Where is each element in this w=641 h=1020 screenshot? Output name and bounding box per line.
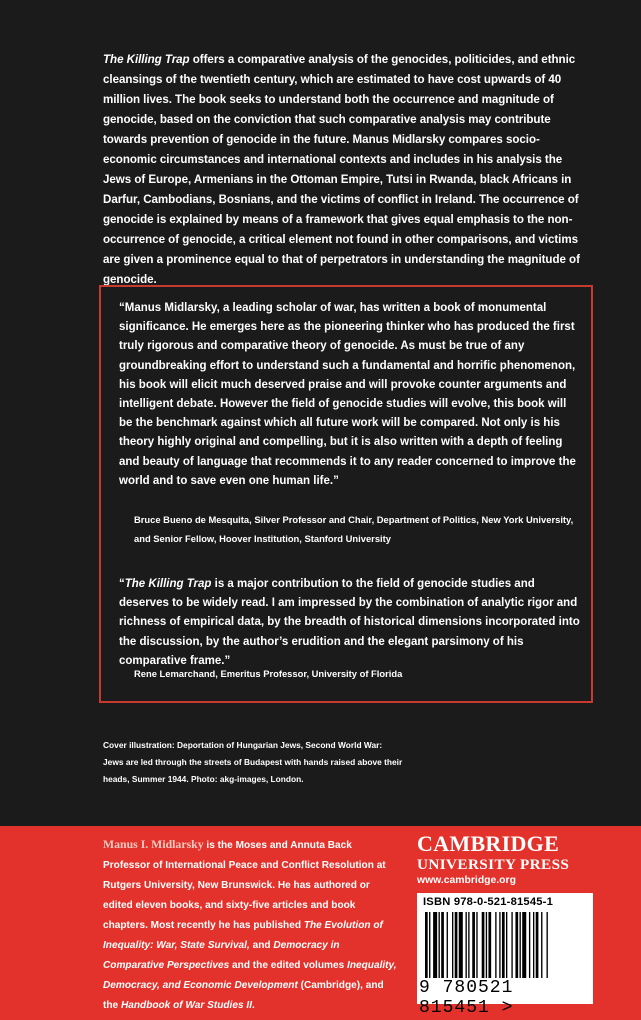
- isbn-label: ISBN 978-0-521-81545-1: [423, 896, 554, 908]
- review-quote-2: “The Killing Trap is a major contribution to the field of genocide studies and deserves to be widely read. I am impressed by the combination of analytic rigor and richness of empirical data, by the breadth of historical dimensions incorporated into the discussion, by the author’s erudition and the elegant parsimony of his comparative frame.”: [119, 578, 580, 667]
- barcode-bar: [488, 912, 491, 978]
- barcode-bar: [541, 912, 542, 978]
- book-title: The Killing Trap: [103, 53, 190, 66]
- barcode-bar: [425, 912, 428, 978]
- barcode-bar: [429, 912, 430, 978]
- author-name: Manus I. Midlarsky: [103, 837, 204, 851]
- review-attribution-1: Bruce Bueno de Mesquita, Silver Professor and Chair, Department of Politics, New York University, and Senior Fellow, Hoover Institution, Stanford University: [134, 514, 574, 544]
- barcode-bar: [468, 912, 469, 978]
- barcode-bar: [441, 912, 444, 978]
- barcode-bar: [482, 912, 485, 978]
- review-quotes-box: [99, 285, 593, 703]
- barcode-bar: [455, 912, 458, 978]
- barcode-bar: [533, 912, 534, 978]
- isbn-digits: 9 780521 815451 >: [419, 978, 514, 1018]
- barcode-bar: [476, 912, 477, 978]
- book-description: [103, 50, 593, 290]
- barcode-bar: [506, 912, 507, 978]
- book-title: The Killing Trap: [124, 578, 212, 590]
- barcode-bar: [472, 912, 475, 978]
- barcode-bar: [495, 912, 496, 978]
- review-attribution-2: Rene Lemarchand, Emeritus Professor, University of Florida: [134, 668, 403, 679]
- author-bio: Manus I. Midlarsky is the Moses and Annuta Back Professor of International Peace and Conflict Resolution at Rutgers University, New Brunswick. He has authored or edited eleven books, and sixty-five articles and book chapters. Most recently he has published The Evolution of Inequality: War, State Survival, and Democracy in Comparative Perspectives and the edited volumes Inequality, Democracy, and Economic Development (Cambridge), and the Handbook of War Studies II.: [103, 837, 397, 1011]
- isbn-barcode-box: [417, 893, 593, 1018]
- barcode-bar: [486, 912, 487, 978]
- barcode-bar: [522, 912, 526, 978]
- barcode-icon: [423, 912, 587, 978]
- description-text: offers a comparative analysis of the genocides, politicides, and ethnic cleansings of the twentieth century, which are estimated to have cost upwards of 40 million lives. The book seeks to understand both the occurrence and magnitude of genocide, based on the conviction that such comparative analysis may contribute towards prevention of genocide in the future. Manus Midlarsky compares socio-economic circumstances and international contexts and includes in his analysis the Jews of Europe, Armenians in the Ottoman Empire, Tutsi in Rwanda, black Africans in Darfur, Cambodians, Bosnians, and the victims of conflict in Ireland. The occurrence of genocide is explained by means of a framework that gives equal emphasis to the non-occurrence of genocide, a critical element not found in other comparisons, and victims are given a prominence equal to that of perpetrators in understanding the magnitude of genocide.: [103, 53, 580, 286]
- barcode-bar: [439, 912, 440, 978]
- barcode-bar: [466, 912, 467, 978]
- publisher-name: CAMBRIDGE: [417, 831, 560, 856]
- barcode-bar: [547, 912, 548, 978]
- barcode-bar: [433, 912, 437, 978]
- barcode-bar: [511, 912, 512, 978]
- barcode-bar: [459, 912, 463, 978]
- barcode-bar: [520, 912, 521, 978]
- barcode-bar: [452, 912, 453, 978]
- publisher-subtitle: UNIVERSITY PRESS: [417, 856, 570, 873]
- barcode-bar: [536, 912, 539, 978]
- barcode-bar: [447, 912, 448, 978]
- publisher-logo: [417, 832, 593, 889]
- barcode-bar: [529, 912, 530, 978]
- barcode-bar: [499, 912, 500, 978]
- barcode-bar: [502, 912, 505, 978]
- cover-caption: Cover illustration: Deportation of Hungarian Jews, Second World War: Jews are led through the streets of Budapest with hands raised above their heads, Summer 1944. Photo: akg-images, London.: [103, 740, 403, 784]
- review-quote-1: “Manus Midlarsky, a leading scholar of war, has written a book of monumental significance. He emerges here as the pioneering thinker who has produced the first truly rigorous and comparative theory of genocide. As must be true of any groundbreaking effort to understand such a fundamental and horrific phenomenon, his book will elicit much deserved praise and will provoke counter arguments and intelligent debate. However the field of genocide studies will evolve, this book will be the benchmark against which all future work will be compared. Not only is his theory highly original and compelling, but it is also written with a depth of feeling and beauty of language that recommends it to any reader concerned to improve the world and to save even one human life.”: [119, 302, 576, 487]
- publisher-url[interactable]: www.cambridge.org: [417, 875, 516, 886]
- barcode-bar: [515, 912, 518, 978]
